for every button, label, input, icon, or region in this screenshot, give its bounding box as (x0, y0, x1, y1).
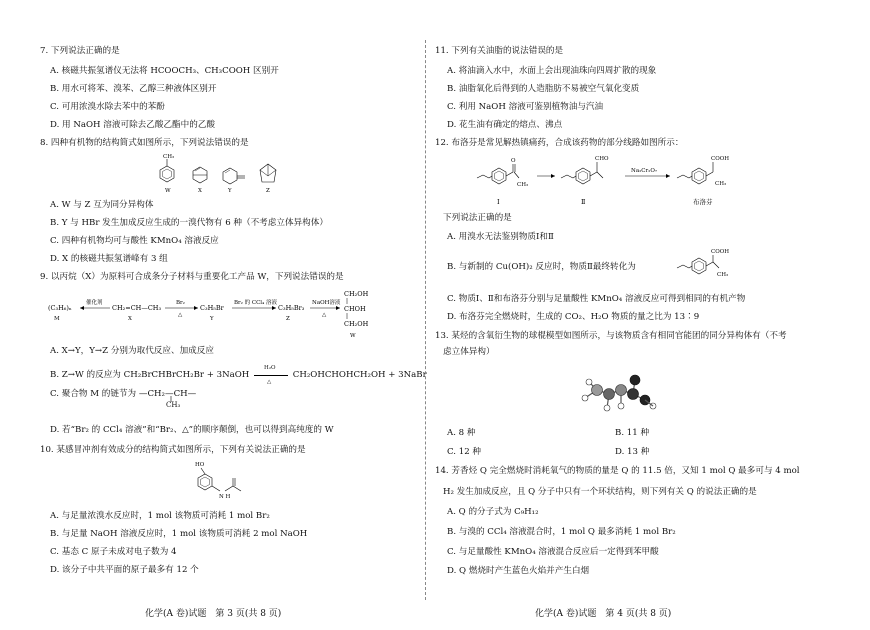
q14-option-d: D. Q 燃烧时产生蓝色火焰并产生白烟 (447, 566, 590, 576)
q11-option-b: B. 油脂氧化后得到的人造脂肪不易被空气氧化变质 (447, 84, 640, 94)
q14-stem-line1: 14. 芳香烃 Q 完全燃烧时消耗氧气的物质的量是 Q 的 11.5 倍，又知 1 mol Q 最多可与 4 mol (435, 466, 800, 476)
q12-option-b-ch3: CH₃ (717, 272, 729, 278)
q9-option-b-water: H₂O (264, 365, 276, 371)
q9-w3: CH₂OH (344, 320, 369, 328)
q10-option-c: C. 基态 C 原子未成对电子数为 4 (50, 547, 177, 557)
q13-stem-line2: 虑立体异构） (443, 347, 495, 357)
structure-z-label: Z (266, 188, 270, 194)
q12-label-3: 布洛芬 (693, 198, 713, 206)
q11-option-a: A. 将油滴入水中，水面上会出现油珠向四周扩散的现象 (447, 66, 657, 76)
structure-w (160, 154, 174, 194)
q9-m: (C₃H₆)ₙ (48, 304, 72, 312)
q10-option-d: D. 该分子中共平面的原子最多有 12 个 (50, 565, 199, 575)
right-page-footer: 化学(A 卷)试题 第 4 页(共 8 页) (535, 609, 672, 619)
q12-scheme (475, 148, 815, 208)
q10-nh: N H (219, 494, 231, 500)
q9-w1: CH₂OH (344, 290, 369, 298)
q9-w-label: W (350, 333, 356, 339)
q12-ketone-o: O (511, 158, 516, 164)
q9-arrow2-top: Br₂ (176, 300, 185, 306)
q9-option-c-bond (168, 396, 174, 402)
q9-z-label: Z (286, 316, 290, 322)
q13-option-a: A. 8 种 (447, 428, 476, 438)
q9-option-c: C. 聚合物 M 的链节为 —CH₂—CH— (50, 389, 197, 399)
q9-option-c-methyl: CH₃ (166, 401, 181, 409)
q9-w2: CHOH (344, 305, 366, 313)
q9-arrow3: Br₂ 的 CCl₄ 溶液 (234, 300, 278, 306)
q14-option-a: A. Q 的分子式为 C₉H₁₂ (447, 507, 539, 517)
q12-intro: 下列说法正确的是 (443, 213, 512, 223)
q11-option-c: C. 利用 NaOH 溶液可鉴别植物油与汽油 (447, 102, 604, 112)
q7-option-c: C. 可用浓溴水除去苯中的苯酚 (50, 102, 165, 112)
q14-option-c: C. 与足量酸性 KMnO₄ 溶液混合反应后一定得到苯甲酸 (447, 547, 659, 557)
q12-option-b-cooh: COOH (711, 249, 730, 255)
q9-stem: 9. 以丙烷（X）为原料可合成条分子材料与重要化工产品 W，下列说法错误的是 (40, 272, 344, 282)
q12-ch3-3: CH₃ (715, 181, 727, 187)
q13-option-b: B. 11 种 (615, 428, 650, 438)
q9-option-b-arrow (254, 365, 288, 385)
structure-y-label: Y (228, 188, 232, 194)
q9-y-label: Y (210, 316, 214, 322)
q9-z: C₃H₅Br₃ (278, 304, 305, 312)
q10-option-a: A. 与足量浓溴水反应时，1 mol 该物质可消耗 1 mol Br₂ (50, 511, 270, 521)
q12-option-d: D. 布洛芬完全燃烧时，生成的 CO₂、H₂O 物质的量之比为 13∶9 (447, 312, 700, 322)
q9-x: CH₂=CH—CH₃ (112, 304, 162, 312)
q10-ho: HO (195, 462, 205, 468)
q10-structure (185, 458, 255, 508)
q9-y: C₃H₅Br (200, 304, 224, 312)
q11-stem: 11. 下列有关油脂的说法错误的是 (435, 46, 564, 56)
q7-option-a: A. 核磁共振氢谱仪无法将 HCOOCH₃、CH₃COOH 区别开 (50, 66, 279, 76)
structure-w-label: W (165, 188, 171, 194)
structure-y (223, 168, 245, 194)
q8-option-a: A. W 与 Z 互为同分异构体 (50, 200, 154, 210)
page-divider (425, 40, 426, 600)
q9-option-d: D. 若“Br₂ 的 CCl₄ 溶液”和“Br₂、△”的顺序颠倒，也可以得到高纯度的 W (50, 425, 334, 435)
q9-scheme (40, 285, 410, 343)
q12-ibuprofen (677, 156, 729, 206)
q12-option-b-structure (675, 246, 745, 284)
q8-option-b: B. Y 与 HBr 发生加成反应生成的一溴代物有 6 种（不考虑立体异构体） (50, 218, 328, 228)
q12-cooh: COOH (711, 156, 730, 162)
q13-option-d: D. 13 种 (615, 447, 650, 457)
q9-option-a: A. X→Y，Y→Z 分别为取代反应、加成反应 (50, 346, 214, 356)
left-page (0, 0, 427, 630)
q12-stem: 12. 布洛芬是常见解热镇痛药，合成该药物的部分线路如图所示： (435, 138, 684, 148)
structure-z (260, 164, 276, 194)
q9-option-b-tail: CH₂OHCHOHCH₂OH + 3NaBr (292, 370, 427, 380)
q12-ch3-1: CH₃ (517, 182, 529, 188)
q12-label-2: Ⅱ (581, 198, 586, 206)
q10-stem: 10. 某感冒冲剂有效成分的结构简式如图所示，下列有关说法正确的是 (40, 445, 306, 455)
q9-arrow4-bot: △ (322, 312, 327, 318)
q7-stem: 7. 下列说法正确的是 (40, 46, 120, 56)
q12-cho: CHO (595, 156, 609, 162)
structure-w-methyl: CH₃ (163, 154, 175, 160)
q9-option-b (50, 365, 427, 385)
left-page-footer: 化学(A 卷)试题 第 3 页(共 8 页) (145, 609, 282, 619)
right-page (435, 0, 850, 630)
q12-option-c: C. 物质Ⅰ、Ⅱ和布洛芬分别与足量酸性 KMnO₄ 溶液反应可得到相同的有机产物 (447, 294, 746, 304)
q9-arrow4-top: NaOH溶液 (312, 300, 341, 306)
q9-arrow1: 催化剂 (86, 300, 103, 306)
q10-option-b: B. 与足量 NaOH 溶液反应时，1 mol 该物质可消耗 2 mol NaOH (50, 529, 308, 539)
q9-option-b-heat: △ (267, 379, 272, 385)
q7-option-b: B. 用水可将苯、溴苯、乙醇三种液体区别开 (50, 84, 217, 94)
q8-stem: 8. 四种有机物的结构简式如图所示，下列说法错误的是 (40, 138, 249, 148)
q14-option-b: B. 与溴的 CCl₄ 溶液混合时，1 mol Q 最多消耗 1 mol Br₂ (447, 527, 676, 537)
q8-option-c: C. 四种有机物均可与酸性 KMnO₄ 溶液反应 (50, 236, 219, 246)
q12-reagent: Na₂Cr₂O₇ (631, 168, 658, 174)
q12-label-1: Ⅰ (497, 198, 500, 206)
q13-option-c: C. 12 种 (447, 447, 481, 457)
q11-option-d: D. 花生油有确定的熔点、沸点 (447, 120, 563, 130)
q12-option-a: A. 用溴水无法鉴别物质Ⅰ和Ⅱ (447, 232, 554, 242)
structure-x (193, 167, 207, 194)
q12-option-b: B. 与新制的 Cu(OH)₂ 反应时，物质Ⅱ最终转化为 (447, 262, 636, 272)
q9-option-b-text: B. Z→W 的反应为 CH₂BrCHBrCH₂Br + 3NaOH (50, 370, 250, 380)
q14-stem-line2: H₂ 发生加成反应，且 Q 分子中只有一个环状结构，则下列有关 Q 的说法正确的是 (443, 487, 757, 497)
q9-x-label: X (128, 316, 132, 322)
q12-compound-2 (561, 156, 609, 206)
q13-stem-line1: 13. 某烃的含氧衍生物的球棍模型如图所示，与该物质含有相同官能团的同分异构体有（不考 (435, 331, 787, 341)
q9-arrow2-bot: △ (178, 312, 183, 318)
q8-structures (150, 150, 290, 196)
q8-option-d: D. X 的核磁共振氢谱峰有 3 组 (50, 254, 168, 264)
q7-option-d: D. 用 NaOH 溶液可除去乙酸乙酯中的乙酸 (50, 120, 216, 130)
q9-m-label: M (54, 316, 60, 322)
structure-x-label: X (198, 188, 202, 194)
q12-compound-1 (477, 158, 528, 206)
q13-ball-stick-model (575, 368, 665, 420)
